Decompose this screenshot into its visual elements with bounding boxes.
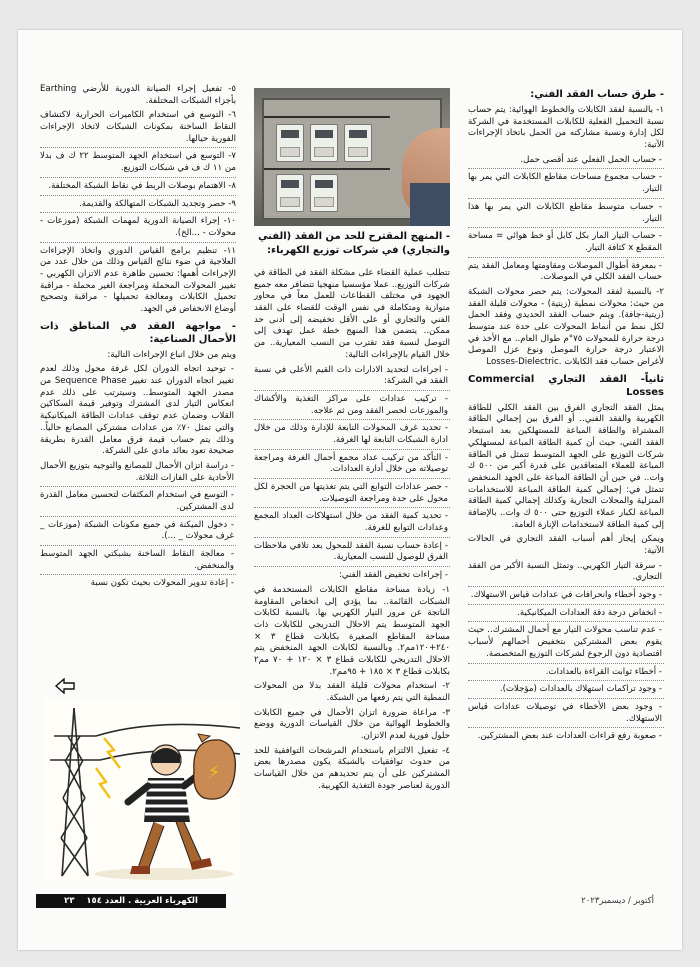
list-item: - دراسة اتزان الأحمال للمصانع والتوجيه بتوزيع الأحمال الأحادية على الفازات الثلاثة. (40, 461, 236, 487)
heading-industrial-loads: - مواجهة الفقد في المناطق ذات الأحمال الصناعية: (40, 320, 236, 345)
electricity-theft-illustration (44, 698, 240, 880)
meter-icon (344, 124, 372, 162)
page-number: ٢٣ (64, 896, 75, 906)
list-item: - دخول الميكنة في جميع مكونات الشبكة (موزعات _ غرف محولات _ ...). (40, 520, 236, 546)
list-item: - معالجة النقاط الساخنة بشبكتي الجهد المتوسط والمنخفض. (40, 549, 236, 575)
paragraph: ١- زيادة مساحة مقاطع الكابلات المستخدمة في الشبكات القائمة.. بما يؤدي إلى انخفاض المقاومة الناتجة عن مرور التيار الكهربي بها. بالنسبة لكابلات الجهد المتوسط يتم الاحلال التدريجي للكابلات ذات مساحة المقاطع الصغيرة بكابلات قطاع ٣ × ٢٤٠+١٢٠مم٢. وبالنسبة لكابلات الجهد المنخفض يتم الاحلال التدريجي للكابلات قطاع ٣ × ١٢٠ + ٧٠ مم٢ بكابلات قطاع ٣ × ١٨٥ + ٩٥مم٢. (254, 584, 451, 677)
continue-arrow-icon (54, 678, 76, 694)
paragraph: ١- بالنسبة لفقد الكابلات والخطوط الهوائية: يتم حساب نسبة التحميل الفعلية للكابلات المستخدمة في الشركة لكل إدارة ونسبة مشاركته من الحمل باتخاذ الإجراءات الآتية: (468, 105, 664, 151)
paragraph: تتطلب عملية القضاء على مشكلة الفقد في الطاقة في شركات التوزيع.. عملا مؤسسيا منهجيا تتضافر معه جميع الجهود في مختلف القطاعات للعمل معاً في محاور متوازية ومتكاملة في نفس الوقت للقضاء على الفقد الفني والتجاري أو على الأقل تخفيضه إلى أدنى حد ممكن.. يتضمن هذا المنهج خطة عمل تهدف إلى التوصل لنسبة فقد تقترب من النسب المعيارية.. من خلال القيام بالإجراءات التالية: (254, 268, 450, 360)
list-item: - إعادة حساب نسبة الفقد للمحول بعد تلافي ملاحظات الفرق للوصول للنسب المعيارية. (254, 541, 450, 567)
section-title: - المنهج المقترح للحد من الفقد (الفني والتجاري) في شركات توزيع الكهرباء: (258, 231, 450, 256)
meter-icon (276, 124, 304, 162)
column-right (468, 84, 664, 746)
paragraph: ٨- الاهتمام بوصلات الربط في نقاط الشبكة المختلفة. (40, 181, 236, 196)
paragraph: ١١- تنظيم برامج القياس الدوري واتخاذ الإجراءات العلاجية في ضوء نتائج القياس وذلك من خلال عدد من الإجراءات أهمها: تحسين ظاهرة عدم الاتزان الكهربي - تغيير المحولات المحملة ومراجعة الغير محملة - مراقبة تحميل الكابلات ومعالجة تحميلها - مراقبة وتصحيح أوضاع الانخفاض في الجهد. (40, 245, 236, 314)
list-item: - وجود بعض الأخطاء في توصيلات عدادات قياس الاستهلاك. (468, 702, 664, 728)
magazine-page (18, 30, 682, 950)
footer-date: أكتوبر / ديسمبر٢٠٢٣ (581, 896, 654, 906)
list-item: - التوسع في استخدام المكثفات لتحسين معامل القدرة لدى المشتركين. (40, 490, 236, 516)
column-left (40, 84, 236, 593)
paragraph: ويمكن إيجاز أهم أسباب الفقد التجاري في الحالات الآتية: (468, 534, 664, 556)
paragraph: ٩- حصر وتجديد الشبكات المتهالكة والقديمة. (40, 199, 236, 214)
list-item: - تحديد غرف المحولات التابعة للإدارة وذلك من خلال ادارة الشبكات التابعة لها الغرفة. (254, 423, 450, 449)
svg-text:⚡: ⚡ (207, 762, 221, 783)
list-item: - وجود أخطاء وانحرافات في عدادات قياس الاستهلاك. (468, 590, 664, 605)
list-item: - حصر عدادات التوابع التي يتم تغذيتها من الحجرة لكل محول على حدة ومراجعة التوصيلات. (254, 482, 450, 508)
list-item: - وجود تراكمات استهلاك بالعدادات (مؤجلات). (468, 684, 664, 699)
list-item: - أخطاء ثوابت القراءة بالعدادات. (468, 667, 664, 682)
list-item: - عدم تناسب محولات التيار مع أحمال المشترك.. حيث يقوم بعض المشتركين بتخفيض أحمالهم لأسباب اقتصادية دون الرجوع لشركات التوزيع المتخصصة. (468, 625, 664, 663)
meter-icon (310, 124, 338, 162)
paragraph: - بمعرفة أطوال الموصلات ومقاومتها ومعامل الفقد يتم حساب الفقد الكلي في الموصلات. (468, 261, 664, 284)
list-item: - إعادة تدوير المحولات بحيث تكون نسبة (40, 578, 236, 590)
paragraph: ٦- التوسع في استخدام الكاميرات الحرارية لاكتشاف النقاط الساخنة بمكونات الشبكات لاتخاذ الإجراءات الفورية حيالها. (40, 110, 236, 148)
list-item: - تركيب عدادات على مراكز التغذية والأكشاك والموزعات لحصر الفقد ومن ثم علاجه. (254, 394, 450, 420)
paragraph: ١٠- إجراء الصيانة الدورية لمهمات الشبكة (موزعات - محولات - ...الخ). (40, 216, 236, 242)
list-item: - إجراءات تخفيض الفقد الفني: (254, 570, 450, 582)
column-middle (254, 268, 450, 796)
paragraph: ٢- استخدام محولات قليلة الفقد بدلا من المحولات النمطية التي يتم رفعها من الشبكة. (254, 681, 450, 703)
meter-icon (276, 174, 304, 212)
heading-commercial-loss: ثانياً- الفقد التجاري Commercial Losses (468, 373, 664, 398)
list-item: - تحديد كمية الفقد من خلال استهلاكات العداد المجمع وعدادات التوابع للغرفة. (254, 511, 450, 537)
paragraph: ٣- مراعاة ضرورة اتزان الأحمال في جميع الكابلات والخطوط الهوائية من خلال القياسات الدورية ووضع حلول فورية لعدم الاتزان. (254, 707, 450, 742)
paragraph: ويتم من خلال اتباع الإجراءات التالية: (107, 349, 236, 360)
footer-magazine-bar: الكهرباء العربية . العدد ١٥٤ ٢٣ (36, 894, 226, 908)
heading-technical-loss-methods: - طرق حساب الفقد الفني: (468, 88, 664, 101)
list-item: - حساب الحمل الفعلي عند أقصى حمل. (468, 155, 664, 170)
paragraph: ٧- التوسع في استخدام الجهد المتوسط ٢٢ ك ف بدلا من ١١ ك ف في شبكات التوزيع. (40, 151, 236, 177)
paragraph: ٥- تفعيل إجراء الصيانة الدورية للأرضي Earthing بأجزاء الشبكات المختلفة. (40, 84, 236, 106)
list-item: - صعوبة رفع قراءات العدادات عند بعض المشتركين. (468, 731, 664, 743)
list-item: - انخفاض درجة دقة العدادات الميكانيكية. (468, 608, 664, 623)
list-item: - توحيد اتجاه الدوران لكل غرفة محول وذلك لعدم تغيير اتجاه الدوران عند تغيير Sequence Phase من مصدر الجهد المتوسط.. وسيترتب على ذلك عدم انعكاس التيار لدى المشترك وتوفير قيمة السكاكين القلاب وضمان عدم توقف عدادات الطاقة الميكانيكية والتي تمثل ٧٠٪ من عدادات مشتركي المصانع حالياً.. وذلك يتم حساب قيمة فرق معامل القدرة بطريقة صحيحة تعود بعائد مادي على الشركة. (40, 364, 236, 458)
list-item: - حساب التيار المار بكل كابل أو خط هوائي = مساحة المقطع x كثافة التيار. (468, 231, 664, 257)
paragraph: ٢- بالنسبة لفقد المحولات: يتم حصر محولات الشبكة من حيث: محولات نمطية (زيتية) - محولات قليلة الفقد (زيتية-جافة). ويتم حساب الفقد الحديدي وفقد الحمل لكل نمط من أنماط المحولات على حدة عند متوسط درجة حرارة للمحولات ٧٥°م طوال العام.. مع الأخذ في الاعتبار درجة حرارة الموصل ونوع عزل الموصل لأغراض حساب فقد الكابلات Losses-Dielectric. (468, 286, 664, 368)
meter-icon (310, 174, 338, 212)
paragraph: ٤- تفعيل الالتزام باستخدام المرشحات التوافقية للحد من حدوث توافقيات بالشبكة يكون مصدرها بعض المشتركين على أن يتم تحديدهم من خلال القياسات الدورية لعناصر جودة التغذية الكهربية. (254, 745, 450, 791)
paragraph: يمثل الفقد التجاري الفرق بين الفقد الكلي للطاقة الكهربية والفقد الفني.. أو الفرق بين إجمالي الطاقة المشتراة والطاقة المباعة للمستهلكين بعد استبعاد الفقد الفني، حيث أن كمية الطاقة المباعة لمستهلكي شركات التوزيع على الجهد المتوسط تتمثل في الطاقة المباعة للعملاء المتعاقدين على قدرة أكبر من ٥٠٠ ك وات.. في حين أن الطاقة المباعة على الجهد المنخفض تتمثل في: إجمالي كمية الطاقة المباعة للاستخدامات المنزلية والمحلات التجارية وكذلك إجمالي كمية الطاقة المباعة لكبار عملاء التوزيع حتى ٥٠٠ ك وات.. بالإضافة إلى كمية الطاقة لاستخدامات الإنارة العامة. (468, 402, 664, 530)
list-item: - سرقة التيار الكهربي.. وتمثل النسبة الأكبر من الفقد التجاري. (468, 561, 664, 587)
list-item: - حساب متوسط مقاطع الكابلات التي يمر بها هذا التيار. (468, 202, 664, 228)
list-item: - التأكد من تركيب عداد مجمع أحمال الغرفة ومراجعة توصيلاته من خلال أدارة العدادات. (254, 453, 450, 479)
electric-meters-photo (254, 88, 450, 226)
list-item: - حساب مجموع مساحات مقاطع الكابلات التي يمر بها التيار. (468, 172, 664, 198)
list-item: - اجراءات لتحديد الادارات ذات القيم الأعلى في نسبة الفقد في الشركة: (254, 365, 450, 391)
